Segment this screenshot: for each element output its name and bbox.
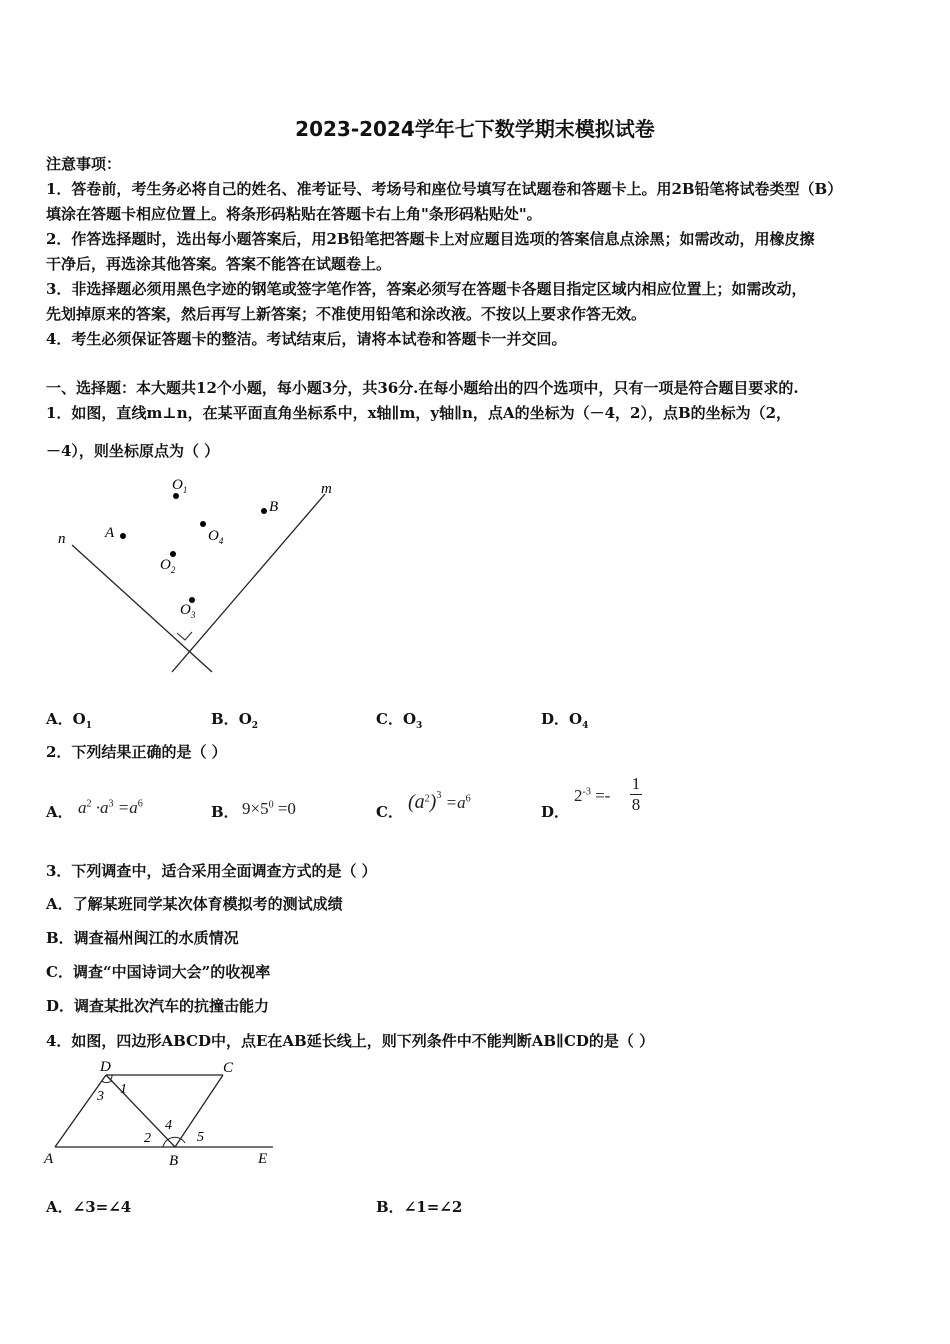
point-b-label: B [269,499,279,515]
notice-line: 先划掉原来的答案，然后再写上新答案；不准使用铅笔和涂改液。不按以上要求作答无效。 [46,305,647,323]
notice-line: 3．非选择题必须用黑色字迹的钢笔或签字笔作答，答案必须写在答题卡各题目指定区域内相应位置上；如需改动， [46,280,807,298]
q1-stem-line2: －4），则坐标原点为（ ） [46,442,220,460]
notice-line: 4．考生必须保证答题卡的整洁。考试结束后，请将本试卷和答题卡一并交回。 [46,330,567,348]
q2-stem: 2．下列结果正确的是（ ） [46,743,227,761]
notice-line: 2．作答选择题时，选出每小题答案后，用2B铅笔把答题卡上对应题目选项的答案信息点涂黑；如需改动，用橡皮擦 [46,230,815,248]
q3-stem: 3．下列调查中，适合采用全面调查方式的是（ ） [46,862,377,880]
svg-text:2: 2 [144,1131,151,1146]
svg-text:3: 3 [97,1089,104,1104]
section-heading: 一、选择题：本大题共12个小题，每小题3分，共36分.在每小题给出的四个选项中，只有一项是符合题目要求的. [46,379,799,397]
point-o2 [170,551,176,557]
q4-option-a[interactable]: A．∠3=∠4 [46,1198,132,1216]
svg-text:O4: $O_4$ [208,528,224,546]
q1-option-d[interactable]: D．$O_4$ [541,710,589,731]
q3-option-a[interactable]: A．了解某班同学某次体育模拟考的测试成绩 [46,895,343,913]
q2-option-b-formula: $9\times 5^0 =0$ [242,799,296,818]
q4-option-b[interactable]: B．∠1=∠2 [376,1198,463,1216]
notice-line: 填涂在答题卡相应位置上。将条形码粘贴在答题卡右上角"条形码粘贴处"。 [46,205,542,223]
svg-text:4: 4 [165,1118,172,1133]
svg-text:O3: $O_3$ [180,602,196,620]
q1-option-b[interactable]: B．$O_2$ [211,710,259,731]
q3-option-d[interactable]: D．调查某批次汽车的抗撞击能力 [46,997,270,1015]
vertex-e-label: E [258,1151,268,1167]
q2-option-a-letter[interactable]: A． [46,803,73,821]
q1-option-c[interactable]: C．$O_3$ [376,710,423,731]
vertex-d-label: D [100,1059,111,1075]
vertex-a-label: A [44,1151,54,1167]
q1-stem-line1: 1．如图，直线m⊥n，在某平面直角坐标系中，x轴∥m，y轴∥n，点A的坐标为（－4，2），点B的坐标为（2， [46,404,792,422]
q1-option-a[interactable]: A．$O_1$ [46,710,92,731]
point-b [261,508,267,514]
notice-heading: 注意事项： [46,155,122,173]
page-title: 2023-2024学年七下数学期末模拟试卷 [295,117,655,141]
line-n-label: n [58,531,66,547]
svg-text:O2: $O_2$ [160,557,176,575]
point-a-label: A [105,525,115,541]
q2-option-c-formula: $(a^2)^3 =a^6$ [408,790,471,813]
svg-text:5: 5 [197,1130,204,1145]
q2-option-d-letter[interactable]: D． [541,803,570,821]
q4-stem: 4．如图，四边形ABCD中，点E在AB延长线上，则下列条件中不能判断AB∥CD的是（ ） [46,1032,655,1050]
point-o1 [173,493,179,499]
line-m-label: m [321,481,332,497]
vertex-c-label: C [223,1060,234,1076]
point-o4 [200,521,206,527]
q2-option-a-formula: $a^2 \cdot a^3 =a^6$ [78,798,143,817]
q2-option-c-letter[interactable]: C． [376,803,403,821]
svg-text:1: 1 [120,1082,127,1097]
notice-line: 1．答卷前，考生务必将自己的姓名、准考证号、考场号和座位号填写在试题卷和答题卡上。用2B铅笔将试卷类型（B） [46,180,843,198]
vertex-b-label: B [169,1153,179,1169]
q2-option-d-fraction: 1 8 [631,774,641,814]
q2-option-b-letter[interactable]: B． [211,803,239,821]
q3-option-c[interactable]: C．调查“中国诗词大会”的收视率 [46,963,271,981]
svg-text:O1: $O_1$ [172,477,188,495]
point-a [120,533,126,539]
notice-line: 干净后，再选涂其他答案。答案不能答在试题卷上。 [46,255,392,273]
q1-figure [50,472,350,682]
q3-option-b[interactable]: B．调查福州闽江的水质情况 [46,929,239,947]
q2-option-d-formula: $2^{-3}$ =- [574,786,611,805]
q4-figure [40,1055,280,1170]
